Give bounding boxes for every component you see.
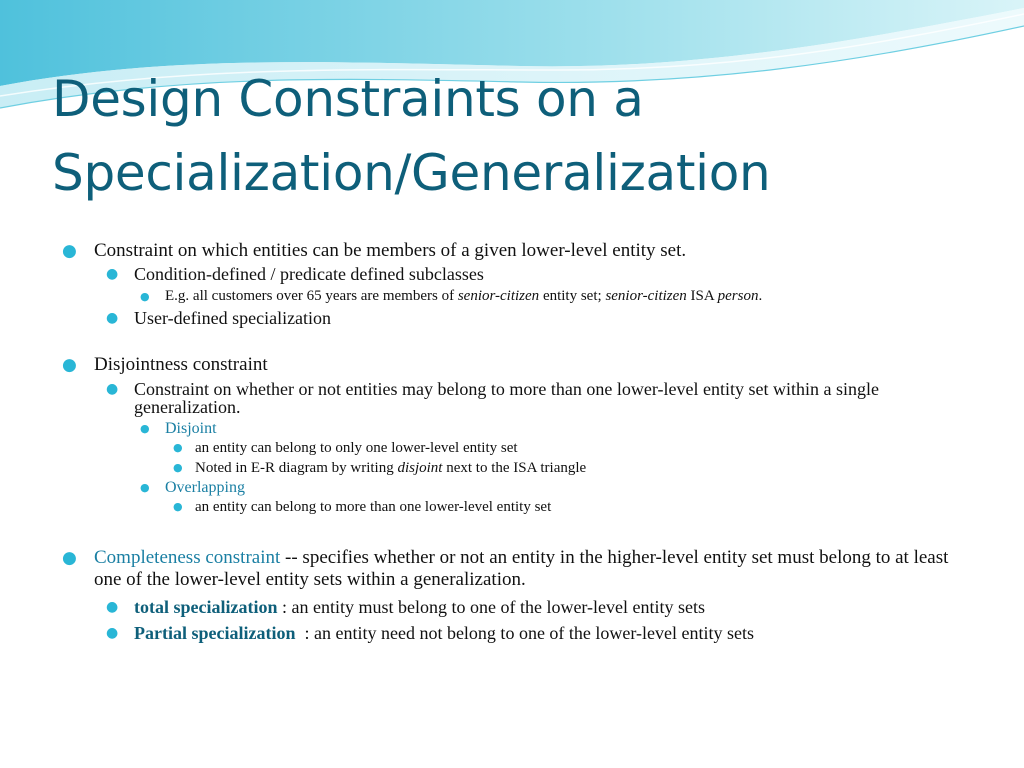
bullet-text: -- specifies whether or not an entity in the higher-level entity set must belong to at least one of the lower-level entity sets within a generalization. bbox=[94, 547, 949, 590]
term-partial-specialization: Partial specialization bbox=[134, 623, 296, 643]
bullet-text: an entity can belong to only one lower-level entity set bbox=[195, 440, 518, 456]
example-text: . bbox=[758, 288, 763, 304]
bullet-dot-icon: ● bbox=[106, 625, 119, 641]
bullet-user-defined bbox=[60, 309, 960, 328]
term-senior-citizen: senior-citizen bbox=[605, 288, 687, 304]
term-senior-citizen: senior-citizen bbox=[457, 288, 540, 304]
bullet-membership-constraint bbox=[60, 240, 960, 262]
term-disjoint: disjoint bbox=[397, 460, 443, 476]
bullet-disjointness-description bbox=[60, 380, 960, 416]
slide-content bbox=[60, 240, 960, 643]
bullet-dot-icon: ● bbox=[173, 461, 183, 474]
term-person: person bbox=[717, 288, 759, 304]
bullet-completeness-constraint bbox=[60, 547, 960, 591]
bullet-partial-specialization bbox=[60, 623, 960, 643]
bullet-dot-icon: ● bbox=[62, 548, 77, 568]
bullet-example bbox=[60, 287, 960, 306]
bullet-overlapping-point-1 bbox=[60, 497, 960, 517]
bullet-overlapping bbox=[60, 478, 960, 497]
bullet-dot-icon: ● bbox=[62, 241, 77, 261]
example-text: E.g. all customers over 65 years are members of bbox=[165, 288, 458, 304]
bullet-text: Disjointness constraint bbox=[94, 354, 268, 375]
bullet-text: : an entity must belong to one of the lower-level entity sets bbox=[277, 597, 706, 617]
bullet-dot-icon: ● bbox=[106, 310, 119, 326]
bullet-dot-icon: ● bbox=[140, 481, 150, 494]
bullet-text: Overlapping bbox=[165, 479, 245, 496]
bullet-dot-icon: ● bbox=[140, 422, 150, 435]
slide-title bbox=[52, 62, 992, 210]
bullet-dot-icon: ● bbox=[140, 290, 150, 303]
bullet-text: Noted in E-R diagram by writing bbox=[195, 460, 398, 476]
bullet-dot-icon: ● bbox=[106, 266, 119, 282]
term-completeness-constraint: Completeness constraint bbox=[94, 547, 281, 568]
bullet-total-specialization bbox=[60, 597, 960, 617]
bullet-disjointness-constraint bbox=[60, 354, 960, 376]
bullet-text: an entity can belong to more than one lower-level entity set bbox=[195, 499, 552, 515]
bullet-text: next to the ISA triangle bbox=[442, 460, 587, 476]
bullet-text: Constraint on whether or not entities may belong to more than one lower-level entity set within a single generalization. bbox=[134, 379, 879, 417]
bullet-disjoint-point-2 bbox=[60, 458, 960, 478]
title-line-1: Design Constraints on a bbox=[52, 70, 644, 128]
bullet-text: Disjoint bbox=[165, 420, 217, 437]
bullet-disjoint bbox=[60, 419, 960, 438]
bullet-text: Condition-defined / predicate defined subclasses bbox=[134, 264, 484, 284]
bullet-text: Constraint on which entities can be members of a given lower-level entity set. bbox=[94, 240, 687, 261]
bullet-dot-icon: ● bbox=[173, 441, 183, 454]
bullet-dot-icon: ● bbox=[173, 500, 183, 513]
example-text: ISA bbox=[686, 288, 718, 304]
bullet-disjoint-point-1 bbox=[60, 438, 960, 458]
bullet-dot-icon: ● bbox=[106, 599, 119, 615]
bullet-text: : an entity need not belong to one of the lower-level entity sets bbox=[295, 623, 755, 643]
title-line-2: Specialization/Generalization bbox=[52, 144, 771, 202]
example-text: entity set; bbox=[539, 288, 606, 304]
bullet-dot-icon: ● bbox=[62, 355, 77, 375]
term-total-specialization: total specialization bbox=[134, 597, 278, 617]
bullet-condition-defined bbox=[60, 265, 960, 284]
bullet-text: User-defined specialization bbox=[134, 308, 332, 328]
bullet-dot-icon: ● bbox=[106, 381, 119, 397]
